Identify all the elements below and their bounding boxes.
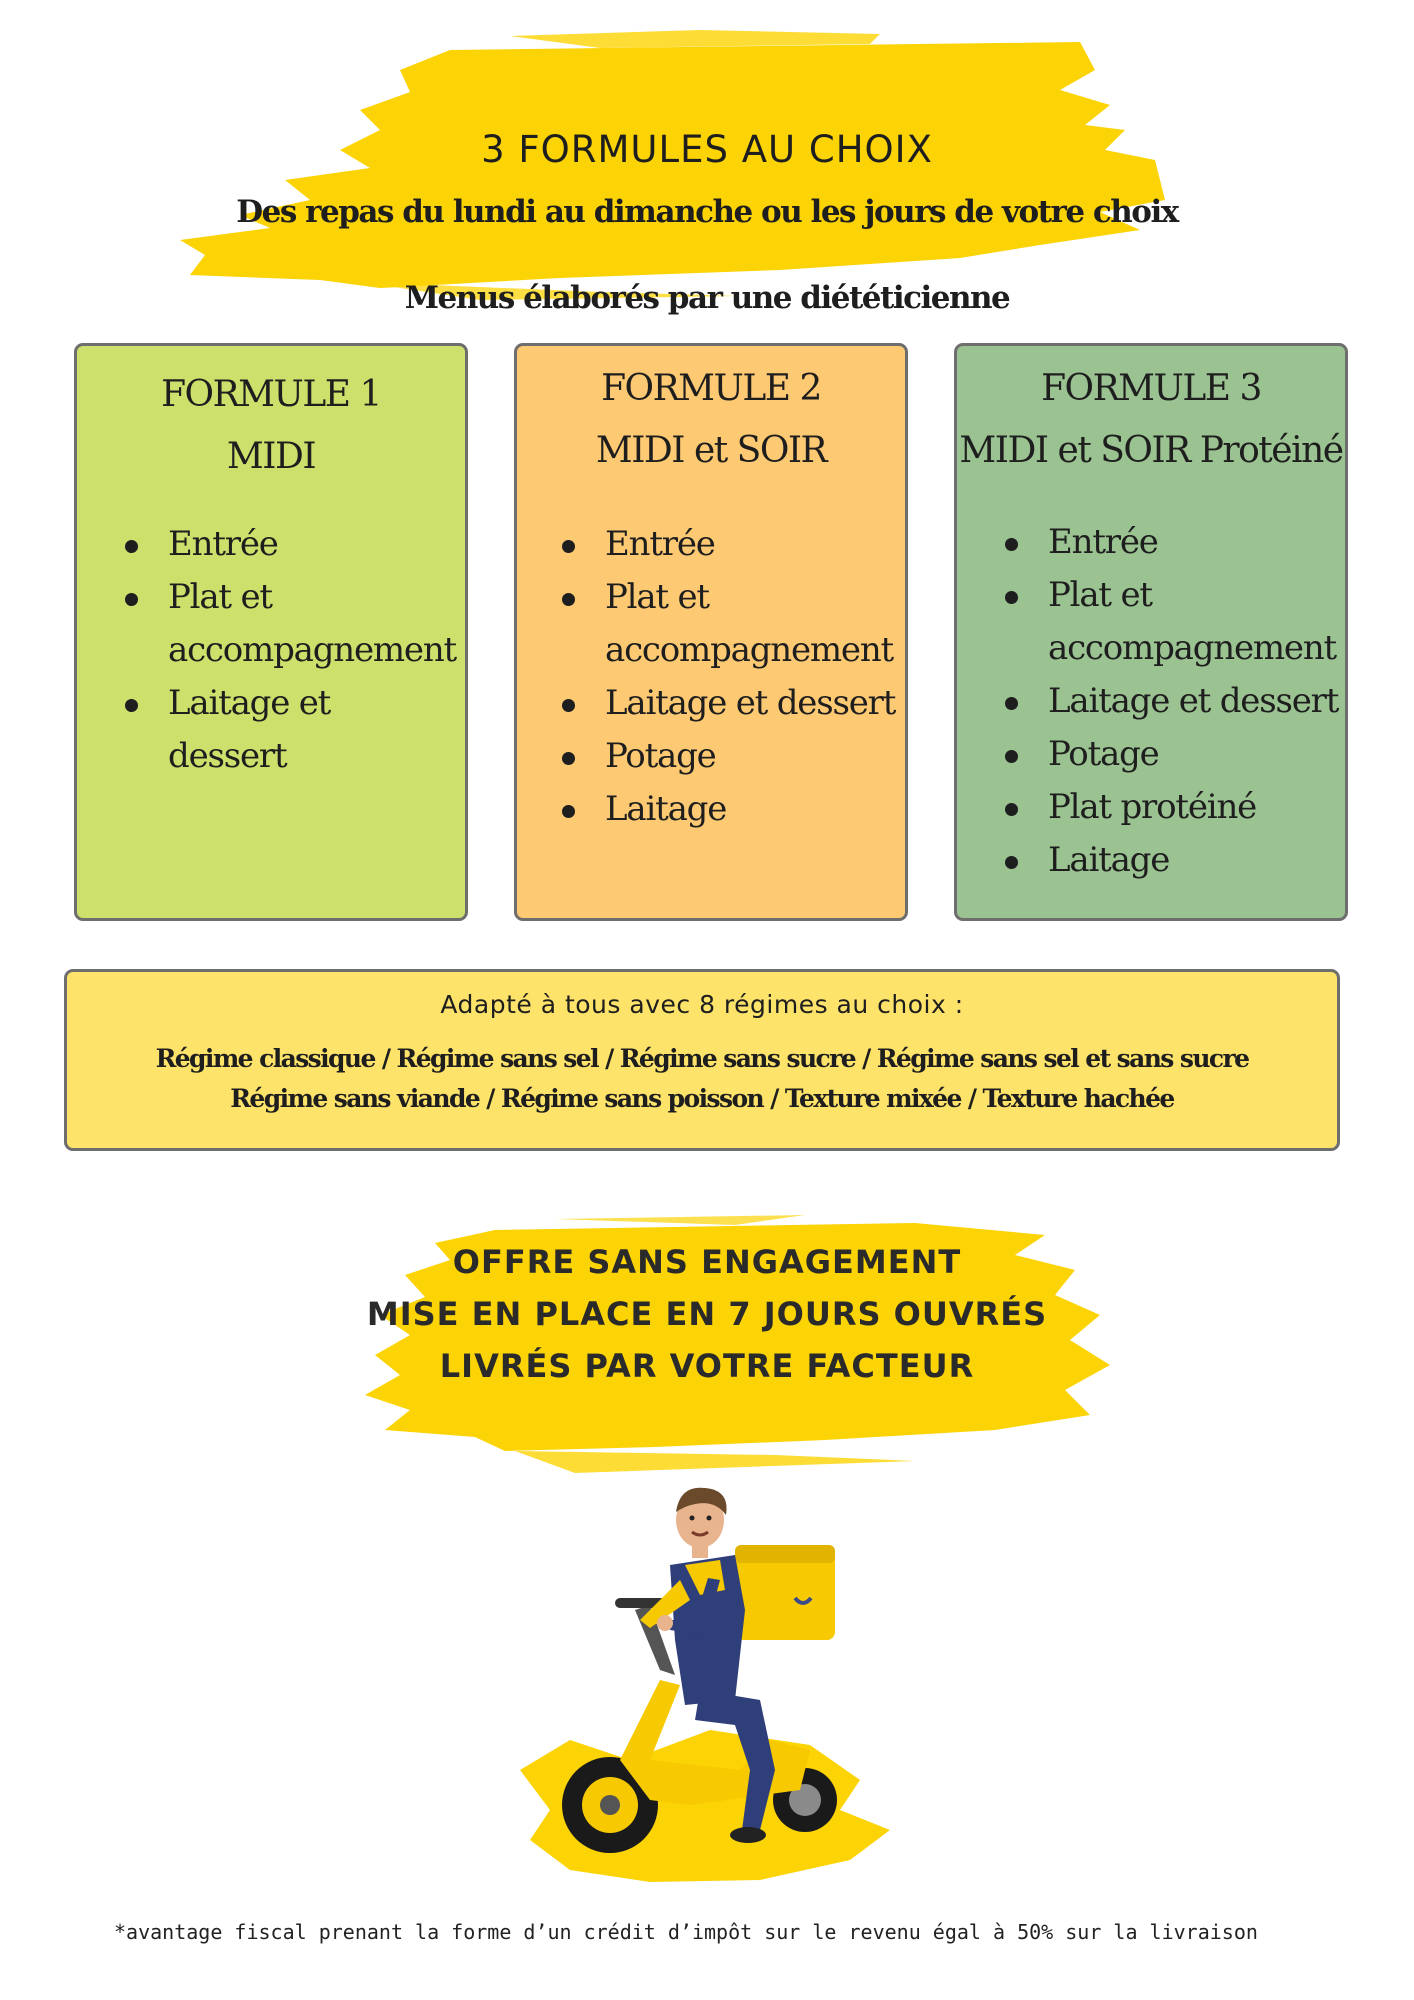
regimes-line-1: Régime classique / Régime sans sel / Régime sans sucre / Régime sans sel et sans sucre	[155, 1044, 1249, 1073]
formula-1-name: FORMULE 1	[161, 374, 381, 415]
list-item: Laitage	[562, 783, 897, 836]
list-item: Entrée	[1005, 516, 1340, 569]
dietitian-tagline: Menus élaborés par une diététicienne	[404, 280, 1010, 316]
formula-2-name: FORMULE 2	[601, 368, 821, 409]
formula-card-3	[954, 343, 1348, 921]
offer-line-1: OFFRE SANS ENGAGEMENT	[452, 1243, 962, 1281]
list-item: Plat protéiné	[1005, 781, 1340, 834]
formula-3-items	[1005, 516, 1340, 887]
formula-1-items	[125, 518, 455, 783]
list-item: Potage	[562, 730, 897, 783]
list-item: Entrée	[125, 518, 455, 571]
offer-line-2: MISE EN PLACE EN 7 JOURS OUVRÉS	[366, 1295, 1048, 1333]
tax-credit-footnote: *avantage fiscal prenant la forme d’un crédit d’impôt sur le revenu égal à 50% sur la livraison	[114, 1920, 1258, 1944]
list-item: Laitage et dessert	[125, 677, 455, 783]
formula-card-2	[514, 343, 908, 921]
formula-3-when: MIDI et SOIR Protéiné	[959, 430, 1343, 471]
list-item: Laitage et dessert	[562, 677, 897, 730]
formula-2-when: MIDI et SOIR	[595, 430, 827, 471]
regimes-box	[64, 969, 1340, 1151]
postman-scooter-illustration	[510, 1470, 930, 1890]
page-title: 3 FORMULES AU CHOIX	[481, 128, 933, 171]
formula-1-when: MIDI	[226, 436, 316, 477]
offer-line-3: LIVRÉS PAR VOTRE FACTEUR	[439, 1347, 975, 1385]
formula-card-1	[74, 343, 468, 921]
list-item: Plat et accompagnement	[1005, 569, 1340, 675]
list-item: Plat et accompagnement	[125, 571, 455, 677]
list-item: Laitage et dessert	[1005, 675, 1340, 728]
list-item: Plat et accompagnement	[562, 571, 897, 677]
formula-3-name: FORMULE 3	[1041, 368, 1261, 409]
regimes-heading: Adapté à tous avec 8 régimes au choix :	[440, 990, 964, 1019]
regimes-line-2: Régime sans viande / Régime sans poisson / Texture mixée / Texture hachée	[230, 1084, 1174, 1113]
page-subtitle: Des repas du lundi au dimanche ou les jours de votre choix	[236, 194, 1178, 230]
formula-2-items	[562, 518, 897, 836]
list-item: Entrée	[562, 518, 897, 571]
list-item: Potage	[1005, 728, 1340, 781]
list-item: Laitage	[1005, 834, 1340, 887]
